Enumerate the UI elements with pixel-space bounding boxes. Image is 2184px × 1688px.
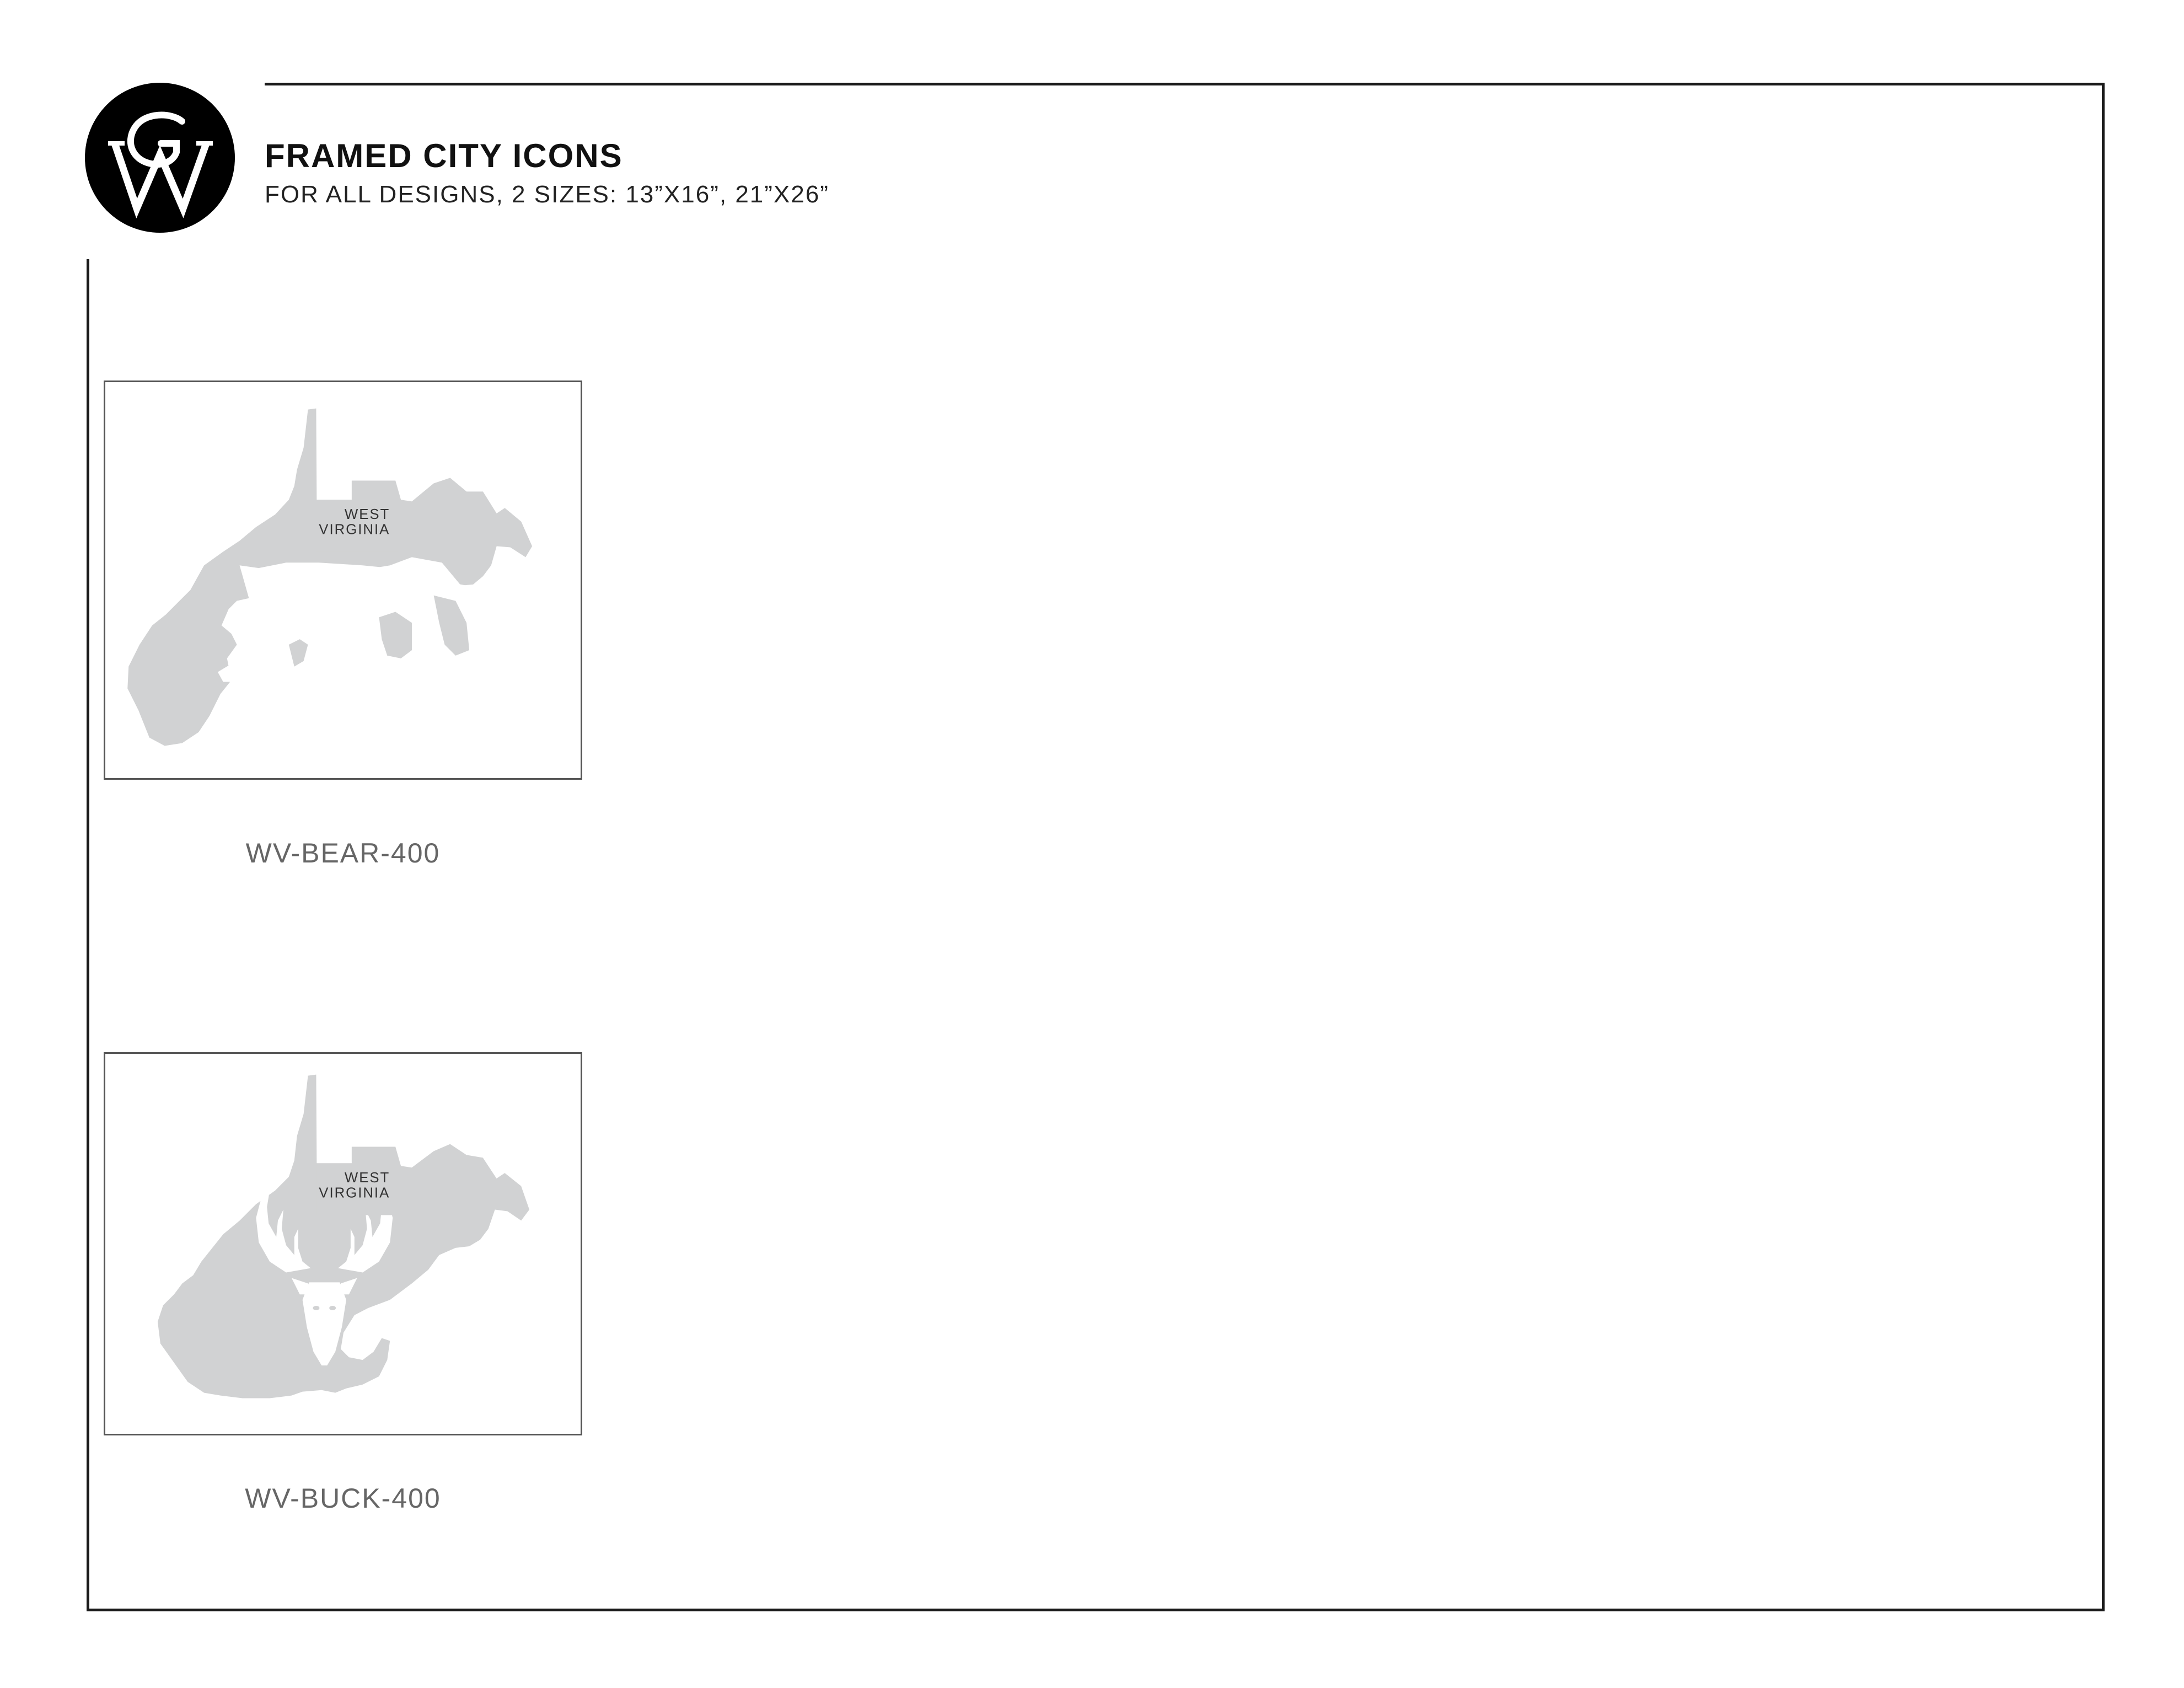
west-virginia-buck-artwork bbox=[105, 1054, 581, 1434]
product-preview-buck[interactable] bbox=[104, 1052, 582, 1435]
state-label-west: WEST bbox=[344, 506, 390, 522]
gw-monogram-logo bbox=[84, 82, 236, 234]
product-code: WV-BUCK-400 bbox=[245, 1483, 441, 1514]
product-preview-bear[interactable] bbox=[104, 381, 582, 780]
product-code: WV-BEAR-400 bbox=[245, 838, 441, 869]
state-label-virginia: VIRGINIA bbox=[319, 522, 390, 538]
page-title: FRAMED CITY ICONS bbox=[265, 137, 623, 174]
west-virginia-bear-artwork bbox=[105, 382, 581, 778]
state-label-virginia: VIRGINIA bbox=[319, 1185, 390, 1201]
west-virginia-map-shape bbox=[158, 1075, 529, 1398]
state-label-west: WEST bbox=[344, 1170, 390, 1186]
page-subtitle: FOR ALL DESIGNS, 2 SIZES: 13”X16”, 21”X26” bbox=[265, 181, 829, 208]
